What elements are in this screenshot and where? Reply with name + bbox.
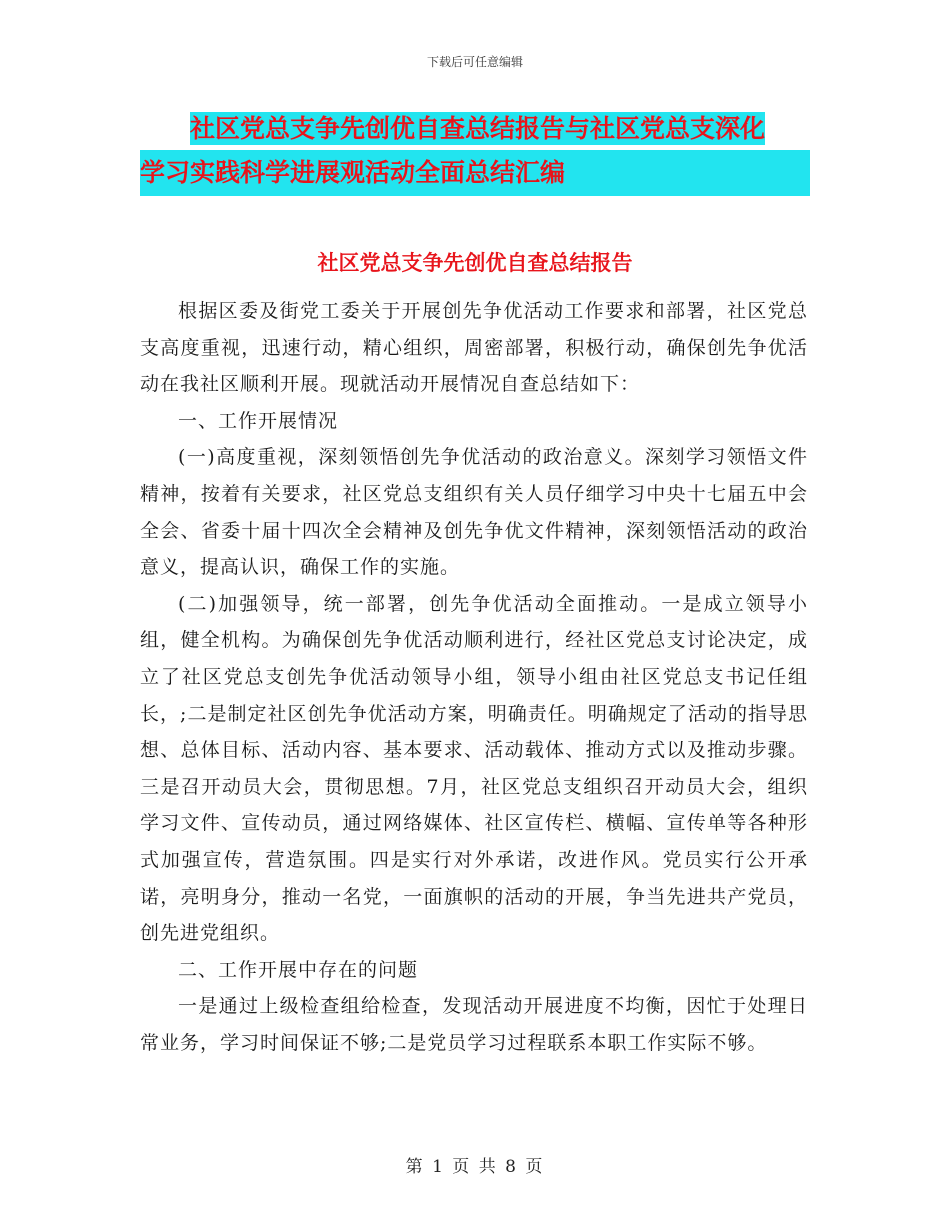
heading-work-status: 一、工作开展情况 bbox=[178, 409, 339, 432]
section-title: 社区党总支争先创优自查总结报告 bbox=[317, 251, 633, 275]
document-title-line-1: 社区党总支争先创优自查总结报告与社区党总支深化 bbox=[190, 114, 766, 143]
document-title-line-2 bbox=[140, 150, 810, 196]
paragraph-point-1: (一)高度重视，深刻领悟创先争优活动的政治意义。深刻学习领悟文件精神，按着有关要求，社区党总支组织有关人员仔细学习中央十七届五中会全会、省委十届十四次全会精神及创先争优文件精神，深刻领悟活动的政治意义，提高认识，确保工作的实施。 bbox=[140, 446, 808, 579]
document-body bbox=[140, 293, 808, 1061]
heading-problems: 二、工作开展中存在的问题 bbox=[178, 958, 419, 981]
page-number: 第 1 页 共 8 页 bbox=[405, 1157, 545, 1177]
paragraph-intro: 根据区委及街党工委关于开展创先争优活动工作要求和部署，社区党总支高度重视，迅速行动，精心组织，周密部署，积极行动，确保创先争优活动在我社区顺利开展。现就活动开展情况自查总结如下： bbox=[140, 300, 808, 396]
document-title bbox=[140, 108, 810, 196]
document-title-line-2-text: 学习实践科学进展观活动全面总结汇编 bbox=[140, 158, 566, 187]
page-header-note: 下载后可任意编辑 bbox=[426, 55, 523, 69]
paragraph-problems: 一是通过上级检查组给检查，发现活动开展进度不均衡，因忙于处理日常业务，学习时间保证不够;二是党员学习过程联系本职工作实际不够。 bbox=[140, 995, 808, 1054]
paragraph-point-2: (二)加强领导，统一部署，创先争优活动全面推动。一是成立领导小组，健全机构。为确保创先争优活动顺利进行，经社区党总支讨论决定，成立了社区党总支创先争优活动领导小组，领导小组由社区党总支书记任组长，;二是制定社区创先争优活动方案，明确责任。明确规定了活动的指导思想、总体目标、活动内容、基本要求、活动载体、推动方式以及推动步骤。三是召开动员大会，贯彻思想。7月，社区党总支组织召开动员大会，组织学习文件、宣传动员，通过网络媒体、社区宣传栏、横幅、宣传单等各种形式加强宣传，营造氛围。四是实行对外承诺，改进作风。党员实行公开承诺，亮明身分，推动一名党，一面旗帜的活动的开展，争当先进共产党员，创先进党组织。 bbox=[140, 592, 808, 945]
